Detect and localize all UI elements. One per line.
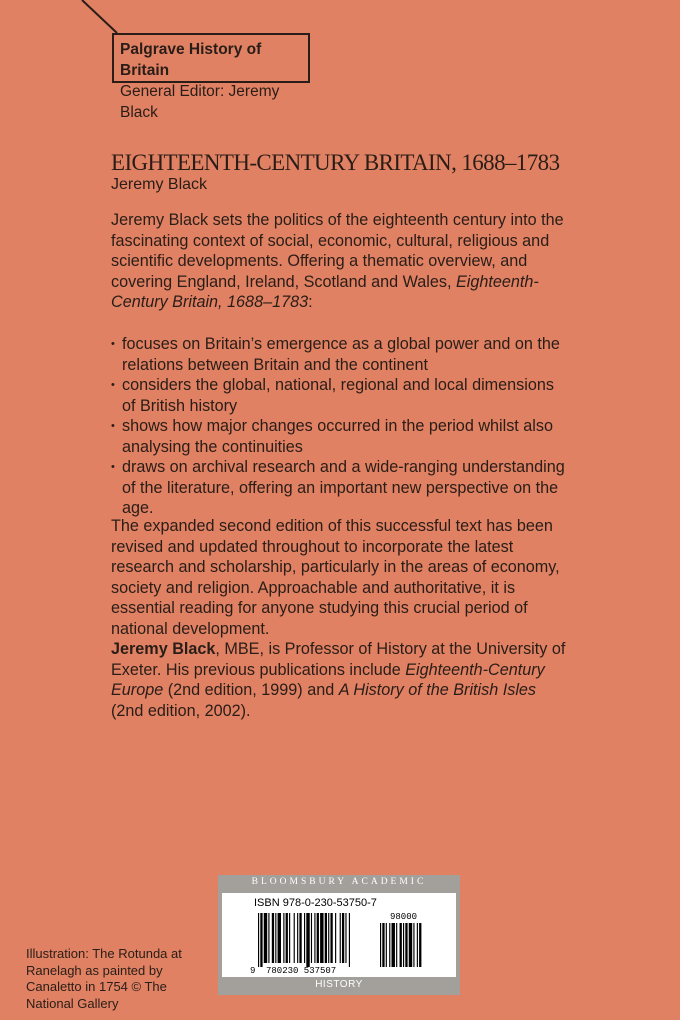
bio-name: Jeremy Black — [111, 640, 216, 658]
barcode-bar — [258, 913, 259, 967]
barcode-bar — [330, 913, 332, 963]
bio-text-3: (2nd edition, 2002). — [111, 701, 251, 720]
series-editor: General Editor: Jeremy Black — [120, 83, 280, 121]
addon-bar — [405, 923, 407, 967]
intro-paragraph — [111, 210, 571, 313]
addon-bar — [417, 923, 418, 967]
barcode-bar — [278, 913, 281, 963]
category-label: HISTORY — [315, 979, 363, 990]
barcode-bar — [304, 913, 305, 963]
feature-list — [111, 334, 571, 519]
bio-work-2: A History of the British Isles — [338, 681, 537, 699]
bio-work-1: Eighteenth-Century Europe — [111, 660, 545, 699]
intro-text: Jeremy Black sets the politics of the eighteenth century into the fascinating context of social, economic, cultural, religious and scientific developments. Offering a thematic overview, and covering England, Ireland, Scotland and Wales, — [111, 211, 564, 291]
barcode-bar — [345, 913, 346, 963]
bio-text-1: , MBE, is Professor of History at the University of Exeter. His previous publications include — [111, 640, 566, 679]
illustration-credit: Illustration: The Rotunda at Ranelagh as painted by Canaletto in 1754 © The National Gallery — [26, 946, 182, 1011]
barcode-bar — [340, 913, 341, 963]
barcode-bar — [325, 913, 327, 963]
barcode-bar — [275, 913, 276, 963]
series-name: Palgrave History of Britain — [120, 41, 262, 79]
barcode-bar — [299, 913, 301, 963]
barcode-bar — [289, 913, 290, 963]
corner-rule — [0, 0, 130, 60]
addon-bar — [392, 923, 395, 967]
list-item: • considers the global, national, regional and local dimensions of British history — [111, 375, 571, 416]
addon-bars — [380, 923, 421, 967]
list-item: • focuses on Britain’s emergence as a global power and on the relations between Britain and the continent — [111, 334, 571, 375]
barcode-bars — [258, 913, 350, 967]
barcode-panel — [218, 875, 460, 995]
barcode-bar — [294, 913, 295, 963]
addon-bar — [400, 923, 402, 967]
barcode-bar — [268, 913, 269, 963]
barcode-bar — [349, 913, 350, 967]
barcode-bar — [306, 913, 309, 967]
barcode-box — [222, 893, 456, 977]
barcode-bar — [283, 913, 284, 963]
publisher-name: BLOOMSBURY ACADEMIC — [251, 877, 427, 887]
addon-bar — [396, 923, 397, 967]
isbn-text: ISBN 978-0-230-53750-7 — [254, 897, 377, 909]
barcode-bar — [317, 913, 319, 963]
intro-suffix: : — [308, 293, 313, 311]
addon-bar — [419, 923, 421, 967]
addon-bar — [386, 923, 387, 967]
barcode-digit-left: 9 — [250, 966, 256, 976]
addon-bar — [389, 923, 390, 967]
book-title: EIGHTEENTH-CENTURY BRITAIN, 1688–1783 — [111, 150, 560, 175]
barcode-bar — [264, 913, 267, 963]
barcode-bar — [297, 913, 298, 963]
barcode-bar — [272, 913, 274, 963]
addon-bar — [409, 923, 412, 967]
barcode-bar — [286, 913, 288, 963]
book-author: Jeremy Black — [111, 176, 208, 193]
barcode-bar — [328, 913, 329, 963]
series-box — [112, 33, 310, 121]
edition-paragraph: The expanded second edition of this successful text has been revised and updated throughout to incorporate the latest research and scholarship, particularly in the areas of economy, society and religion. Approachable and authoritative, it is essential reading for anyone studying this crucial period of national development. — [111, 517, 560, 638]
barcode-bar — [335, 913, 336, 963]
list-item: • draws on archival research and a wide-ranging understanding of the literature, offering an important new perspective on the age. — [111, 457, 571, 519]
list-item: • shows how major changes occurred in the period whilst also analysing the continuities — [111, 416, 571, 457]
barcode-bar — [320, 913, 323, 963]
barcode-graphic — [222, 893, 456, 977]
addon-digits: 98000 — [390, 912, 418, 922]
addon-bar — [382, 923, 384, 967]
addon-bar — [380, 923, 381, 967]
addon-bar — [403, 923, 404, 967]
barcode-digits-main: 780230 537507 — [266, 966, 337, 976]
barcode-bar — [260, 913, 262, 967]
author-bio — [111, 639, 571, 721]
intro-book-title: Eighteenth-Century Britain, 1688–1783 — [111, 272, 539, 311]
bio-text-2: (2nd edition, 1999) and — [163, 681, 339, 699]
barcode-bar — [342, 913, 344, 963]
barcode-bar — [311, 913, 312, 963]
addon-bar — [413, 923, 414, 967]
barcode-bar — [314, 913, 315, 963]
